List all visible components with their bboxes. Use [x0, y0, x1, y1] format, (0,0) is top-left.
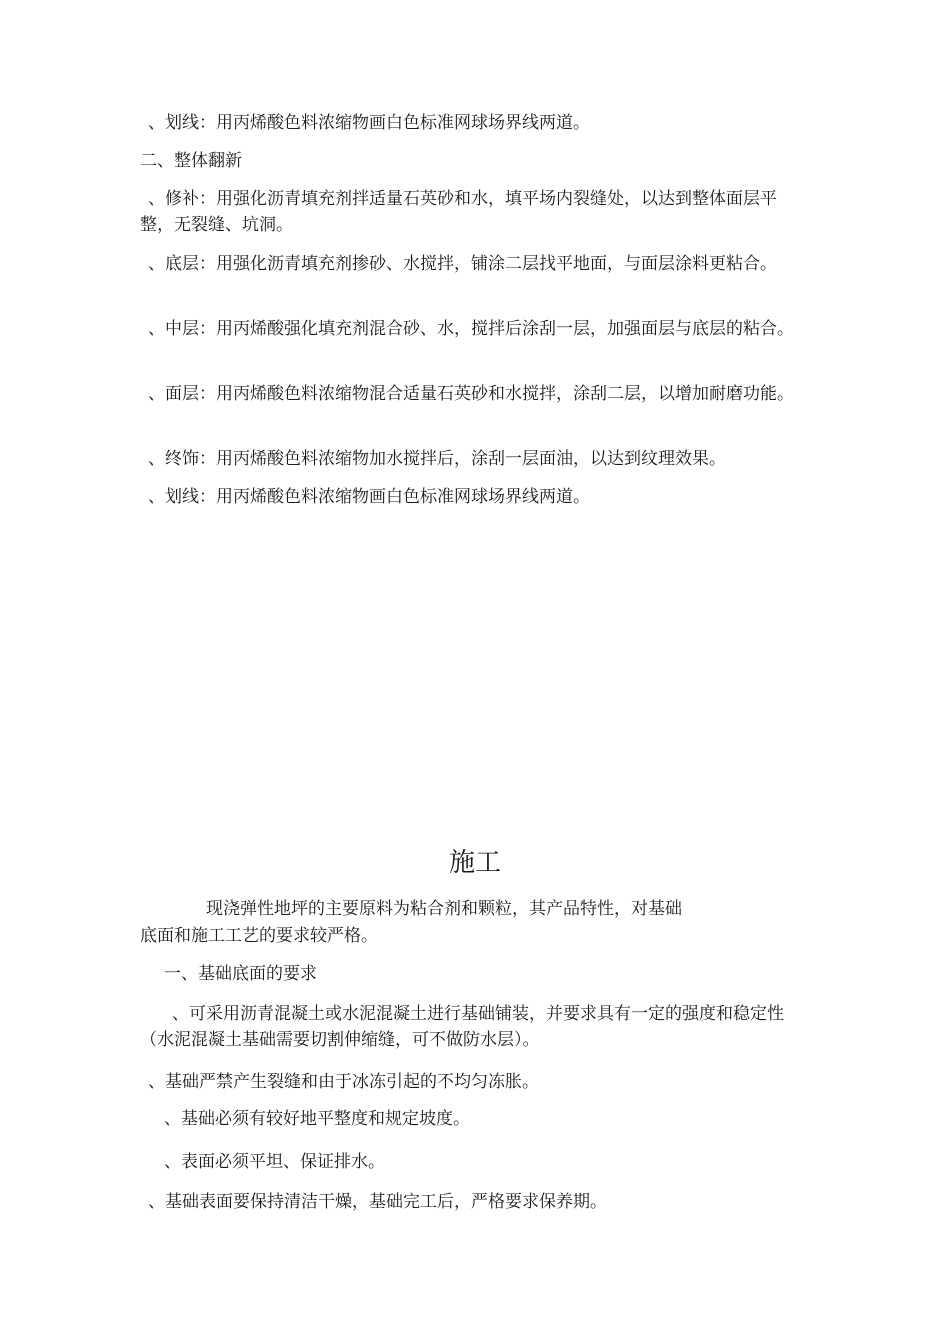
heading-overall-renovation: 二、整体翻新 — [140, 151, 242, 171]
paragraph-base-layer: 、底层：用强化沥青填充剂掺砂、水搅拌，铺涂二层找平地面，与面层涂料更粘合。 — [148, 254, 777, 274]
paragraph-clean-dry: 、基础表面要保持清洁干燥，基础完工后，严格要求保养期。 — [148, 1192, 607, 1212]
section-title: 施工 — [448, 848, 501, 878]
paragraph-middle-layer: 、中层：用丙烯酸强化填充剂混合砂、水，搅拌后涂刮一层，加强面层与底层的粘合。 — [148, 319, 794, 339]
paragraph-finish: 、终饰：用丙烯酸色料浓缩物加水搅拌后，涂刮一层面油，以达到纹理效果。 — [148, 449, 726, 469]
heading-foundation-requirements: 一、基础底面的要求 — [164, 964, 317, 984]
paragraph-surface-layer: 、面层：用丙烯酸色料浓缩物混合适量石英砂和水搅拌，涂刮二层，以增加耐磨功能。 — [148, 384, 794, 404]
paragraph-foundation-paving: 、可采用沥青混凝土或水泥混凝土进行基础铺装，并要求具有一定的强度和稳定性（水泥混凝土基础需要切割伸缩缝，可不做防水层）。 — [140, 1004, 784, 1050]
paragraph-no-cracks: 、基础严禁产生裂缝和由于冰冻引起的不均匀冻胀。 — [148, 1072, 539, 1092]
intro-line-1: 现浇弹性地坪的主要原料为粘合剂和颗粒，其产品特性，对基础 — [206, 899, 682, 919]
paragraph-marking-1: 、划线：用丙烯酸色料浓缩物画白色标准网球场界线两道。 — [148, 113, 590, 133]
paragraph-marking-2: 、划线：用丙烯酸色料浓缩物画白色标准网球场界线两道。 — [148, 487, 590, 507]
paragraph-flatness: 、基础必须有较好地平整度和规定坡度。 — [164, 1109, 470, 1129]
intro-line-2: 底面和施工工艺的要求较严格。 — [140, 926, 378, 946]
paragraph-repair: 、修补：用强化沥青填充剂拌适量石英砂和水，填平场内裂缝处，以达到整体面层平整，无裂缝、坑洞。 — [140, 189, 777, 235]
paragraph-drainage: 、表面必须平坦、保证排水。 — [164, 1152, 385, 1172]
